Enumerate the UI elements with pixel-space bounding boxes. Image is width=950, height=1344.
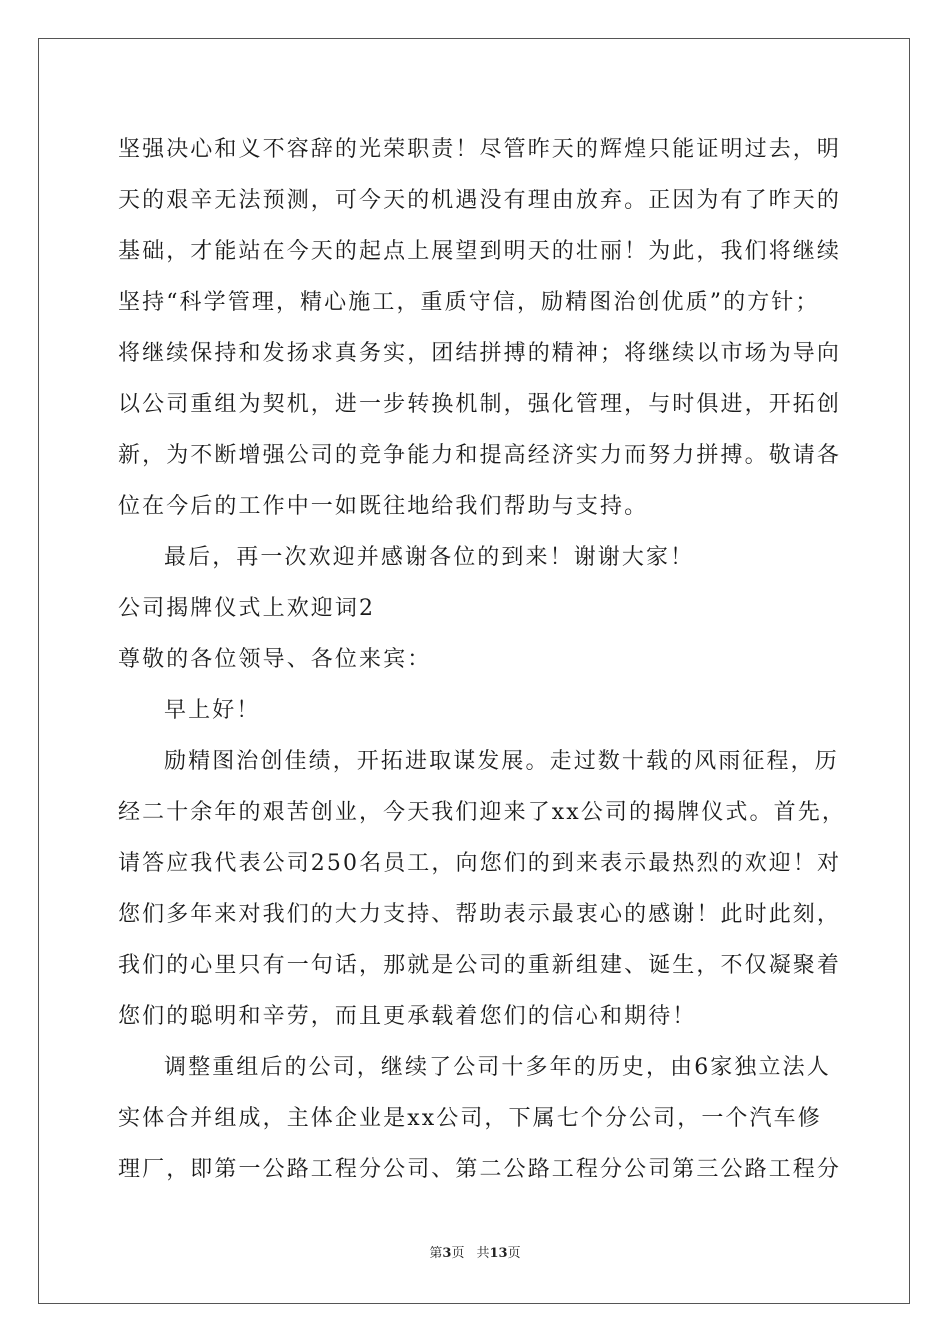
text-line: 调整重组后的公司，继续了公司十多年的历史，由6家独立法人 bbox=[164, 1055, 831, 1080]
text-line: 将继续保持和发扬求真务实，团结拼搏的精神；将继续以市场为导向 bbox=[118, 341, 842, 366]
text-line: 基础，才能站在今天的起点上展望到明天的壮丽！为此，我们将继续 bbox=[118, 239, 842, 264]
text-line: 理厂，即第一公路工程分公司、第二公路工程分公司第三公路工程分 bbox=[118, 1157, 842, 1182]
text-line: 坚强决心和义不容辞的光荣职责！尽管昨天的辉煌只能证明过去，明 bbox=[118, 137, 842, 162]
text-line: 请答应我代表公司250名员工，向您们的到来表示最热烈的欢迎！对 bbox=[118, 851, 842, 876]
text-line: 早上好！ bbox=[164, 698, 261, 723]
text-line: 经二十余年的艰苦创业，今天我们迎来了xx公司的揭牌仪式。首先， bbox=[118, 800, 846, 825]
page-number: 第3页 bbox=[429, 1246, 465, 1261]
text-line: 我们的心里只有一句话，那就是公司的重新组建、诞生，不仅凝聚着 bbox=[118, 953, 842, 978]
text-line: 天的艰辛无法预测，可今天的机遇没有理由放弃。正因为有了昨天的 bbox=[118, 188, 842, 213]
document-body bbox=[118, 124, 846, 1195]
page-total: 共13页 bbox=[476, 1246, 521, 1261]
text-line: 您们多年来对我们的大力支持、帮助表示最衷心的感谢！此时此刻， bbox=[118, 902, 842, 927]
text-line: 励精图治创佳绩，开拓进取谋发展。走过数十载的风雨征程，历 bbox=[164, 749, 839, 774]
text-line: 尊敬的各位领导、各位来宾： bbox=[118, 647, 432, 672]
text-line: 您们的聪明和辛劳，而且更承载着您们的信心和期待！ bbox=[118, 1004, 697, 1029]
text-line: 位在今后的工作中一如既往地给我们帮助与支持。 bbox=[118, 494, 649, 519]
text-line: 以公司重组为契机，进一步转换机制，强化管理，与时俱进，开拓创 bbox=[118, 392, 842, 417]
text-line: 最后，再一次欢迎并感谢各位的到来！谢谢大家！ bbox=[164, 545, 695, 570]
text-line: 坚持“科学管理，精心施工，重质守信，励精图治创优质”的方针； bbox=[118, 290, 820, 315]
text-line: 实体合并组成，主体企业是xx公司，下属七个分公司，一个汽车修 bbox=[118, 1106, 822, 1131]
text-line: 新，为不断增强公司的竞争能力和提高经济实力而努力拼搏。敬请各 bbox=[118, 443, 842, 468]
text-line: 公司揭牌仪式上欢迎词2 bbox=[118, 596, 376, 621]
page-footer bbox=[0, 1246, 950, 1262]
